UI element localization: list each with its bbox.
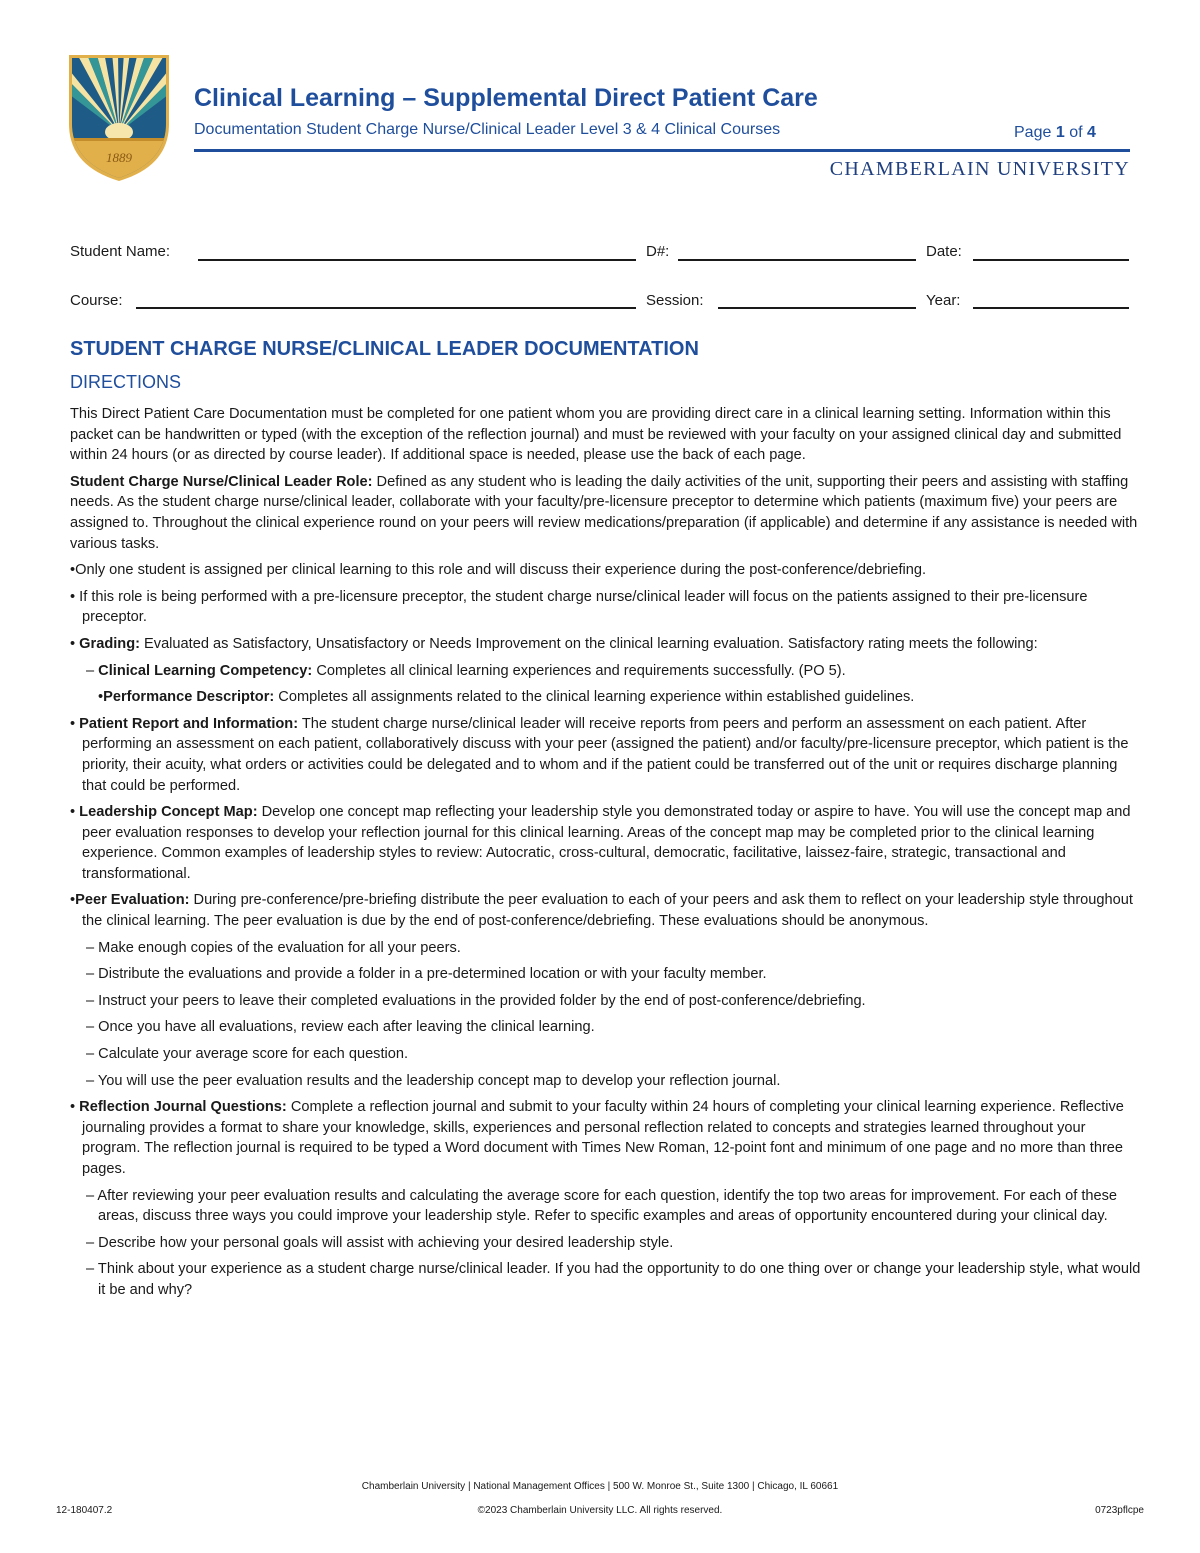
- bullet-concept-map: • Leadership Concept Map: Develop one concept map reflecting your leadership style you demonstrated today or aspire to have. You will use the concept map and peer evaluation responses to develop your reflection journal for this clinical learning. Areas of the concept map may be completed prior to the clinical learning experience. Common examples of leadership styles to review: Autocratic, cross-cultural, democratic, facilitative, laissez-faire, strategic, transactional and transformational.: [70, 804, 1131, 882]
- page-number: 1: [1055, 124, 1065, 141]
- session-field[interactable]: [718, 307, 916, 309]
- document-subtitle: Documentation Student Charge Nurse/Clinical Leader Level 3 & 4 Clinical Courses: [194, 121, 781, 138]
- peer-step: – Once you have all evaluations, review each after leaving the clinical learning.: [86, 1019, 595, 1036]
- peer-step: – Make enough copies of the evaluation for all your peers.: [86, 939, 461, 956]
- peer-text: During pre-conference/pre-briefing distribute the peer evaluation to each of your peers and ask them to reflect on your leadership style throughout the clinical learning. The peer evaluation is due by the end of post-conference/debriefing. These evaluations should be anonymous.: [82, 892, 1133, 930]
- footer-address: Chamberlain University | National Management Offices | 500 W. Monroe St., Suite 1300 | Chicago, IL 60661: [361, 1481, 839, 1492]
- course-field[interactable]: [136, 307, 636, 309]
- bullet-reflection-journal: • Reflection Journal Questions: Complete a reflection journal and submit to your faculty within 24 hours of completing your clinical learning experience. Reflective journaling provides a format to share your knowledge, skills, experiences and personal reflection related to concepts and strategies learned throughout your program. The reflection journal is required to be typed a Word document with Times New Roman, 12-point font and minimum of one page and no more than three pages.: [70, 1099, 1124, 1177]
- role-paragraph: [70, 472, 1145, 554]
- role-label: Student Charge Nurse/Clinical Leader Role:: [70, 473, 373, 490]
- footer-code-left: 12-180407.2: [56, 1505, 113, 1516]
- journal-step: – Think about your experience as a student charge nurse/clinical leader. If you had the opportunity to do one thing over or change your leadership style, what would it be and why?: [86, 1261, 1141, 1298]
- competency-label: Clinical Learning Competency:: [98, 662, 313, 679]
- page-indicator: [1014, 124, 1096, 142]
- competency-item: – Clinical Learning Competency: Completes all clinical learning experiences and requirements successfully. (PO 5).: [86, 662, 846, 679]
- grading-label: Grading:: [79, 635, 140, 652]
- page-of-label: of: [1069, 124, 1083, 141]
- student-name-label: Student Name:: [70, 243, 171, 260]
- year-label: Year:: [926, 292, 961, 309]
- peer-step: – You will use the peer evaluation results and the leadership concept map to develop your reflection journal.: [86, 1072, 781, 1089]
- map-text: Develop one concept map reflecting your leadership style you demonstrated today or aspire to have. You will use the concept map and peer evaluation responses to develop your reflection journal for this clinical learning. Areas of the concept map may be completed prior to the clinical learning experience. Common examples of leadership styles to review: Autocratic, cross-cultural, democratic, facilitative, laissez-faire, strategic, transactional and transformational.: [82, 804, 1131, 882]
- university-logo-shield: [66, 52, 172, 182]
- page-total: 4: [1086, 124, 1096, 141]
- descriptor-label: Performance Descriptor:: [103, 689, 275, 706]
- date-field[interactable]: [973, 259, 1129, 261]
- map-label: Leadership Concept Map:: [79, 804, 258, 821]
- bullet-one-student: •Only one student is assigned per clinical learning to this role and will discuss their experience during the post-conference/debriefing.: [70, 562, 927, 579]
- journal-step: – After reviewing your peer evaluation results and calculating the average score for each question, identify the top two areas for improvement. For each of these areas, discuss three ways you could improve your leadership style. Refer to specific examples and areas of opportunity encountered during your clinical day.: [86, 1187, 1118, 1225]
- footer-code-right: 0723pflcpe: [1095, 1505, 1144, 1516]
- d-number-label: D#:: [646, 243, 670, 260]
- section-subtitle: DIRECTIONS: [70, 372, 182, 392]
- year-field[interactable]: [973, 307, 1129, 309]
- date-label: Date:: [926, 243, 962, 260]
- bullet-peer-evaluation: •Peer Evaluation: During pre-conference/pre-briefing distribute the peer evaluation to each of your peers and ask them to reflect on your leadership style throughout the clinical learning. The peer evaluation is due by the end of post-conference/debriefing. These evaluations should be anonymous.: [70, 892, 1133, 930]
- bullet-preceptor: • If this role is being performed with a pre-licensure preceptor, the student charge nurse/clinical leader will focus on the patients assigned to their pre-licensure preceptor.: [70, 588, 1088, 626]
- competency-text: Completes all clinical learning experiences and requirements successfully. (PO 5).: [312, 662, 846, 679]
- peer-label: Peer Evaluation:: [75, 892, 190, 909]
- university-wordmark: CHAMBERLAIN UNIVERSITY: [829, 158, 1130, 180]
- grading-text: Evaluated as Satisfactory, Unsatisfactory or Needs Improvement on the clinical learning evaluation. Satisfactory rating meets the following:: [139, 635, 1038, 652]
- section-title: STUDENT CHARGE NURSE/CLINICAL LEADER DOCUMENTATION: [70, 338, 699, 360]
- d-number-field[interactable]: [678, 259, 916, 261]
- page-label: Page: [1014, 124, 1052, 141]
- role-text: Defined as any student who is leading the daily activities of the unit, supporting their peers and assisting with staffing needs. As the student charge nurse/clinical leader, collaborate with your faculty/pre-licensure preceptor to determine which patients (maximum five) your peers are assigned to. Throughout the clinical experience round on your peers will review medications/preparation (if applicable) and determine if any assistance is needed with various tasks.: [70, 473, 1138, 552]
- peer-step: – Calculate your average score for each question.: [86, 1046, 409, 1063]
- directions-body: [70, 404, 1145, 1307]
- journal-text: Complete a reflection journal and submit to your faculty within 24 hours of completing your clinical learning experience. Reflective journaling provides a format to share your knowledge, skills, experiences and personal reflection related to concepts and strategies learned throughout your program. The reflection journal is required to be typed a Word document with Times New Roman, 12-point font and minimum of one page and no more than three pages.: [82, 1099, 1124, 1177]
- journal-step: – Describe how your personal goals will assist with achieving your desired leadership style.: [86, 1234, 674, 1251]
- logo-year-text: 1889: [106, 150, 132, 165]
- document-title: Clinical Learning – Supplemental Direct Patient Care: [194, 84, 818, 112]
- course-label: Course:: [70, 292, 123, 309]
- peer-step: – Instruct your peers to leave their completed evaluations in the provided folder by the end of post-conference/debriefing.: [86, 992, 866, 1009]
- report-text: The student charge nurse/clinical leader will receive reports from peers and perform an assessment on each patient. After performing an assessment on each patient, collaboratively discuss with your peer (assigned the patient) and/or faculty/pre-licensure preceptor, which patient is the priority, their acuity, what orders or activities could be delegated and to whom and if the patient could be transferred out of the unit or requires discharge planning that could be performed.: [82, 715, 1129, 794]
- descriptor-text: Completes all assignments related to the clinical learning experience within established guidelines.: [274, 689, 915, 706]
- intro-paragraph: This Direct Patient Care Documentation must be completed for one patient whom you are providing direct care in a clinical learning setting. Information within this packet can be handwritten or typed (with the exception of the reflection journal) and must be reviewed with your faculty on your assigned clinical day and submitted within 24 hours (or as directed by course leader). If additional space is needed, please use the back of each page.: [70, 406, 1122, 464]
- session-label: Session:: [646, 292, 704, 309]
- bullet-patient-report: • Patient Report and Information: The student charge nurse/clinical leader will receive reports from peers and perform an assessment on each patient. After performing an assessment on each patient, collaboratively discuss with your peer (assigned the patient) and/or faculty/pre-licensure preceptor, which patient is the priority, their acuity, what orders or activities could be delegated and to whom and if the patient could be transferred out of the unit or requires discharge planning that could be performed.: [70, 715, 1129, 794]
- journal-label: Reflection Journal Questions:: [79, 1099, 287, 1116]
- peer-step: – Distribute the evaluations and provide a folder in a pre-determined location or with your faculty member.: [86, 966, 767, 983]
- descriptor-item: •Performance Descriptor: Completes all assignments related to the clinical learning experience within established guidelines.: [98, 689, 915, 706]
- header-divider: [194, 149, 1130, 152]
- bullet-grading: • Grading: Evaluated as Satisfactory, Unsatisfactory or Needs Improvement on the clinical learning evaluation. Satisfactory rating meets the following:: [70, 635, 1038, 652]
- student-name-field[interactable]: [198, 259, 636, 261]
- report-label: Patient Report and Information:: [79, 715, 299, 732]
- footer-copyright: ©2023 Chamberlain University LLC. All rights reserved.: [477, 1505, 723, 1516]
